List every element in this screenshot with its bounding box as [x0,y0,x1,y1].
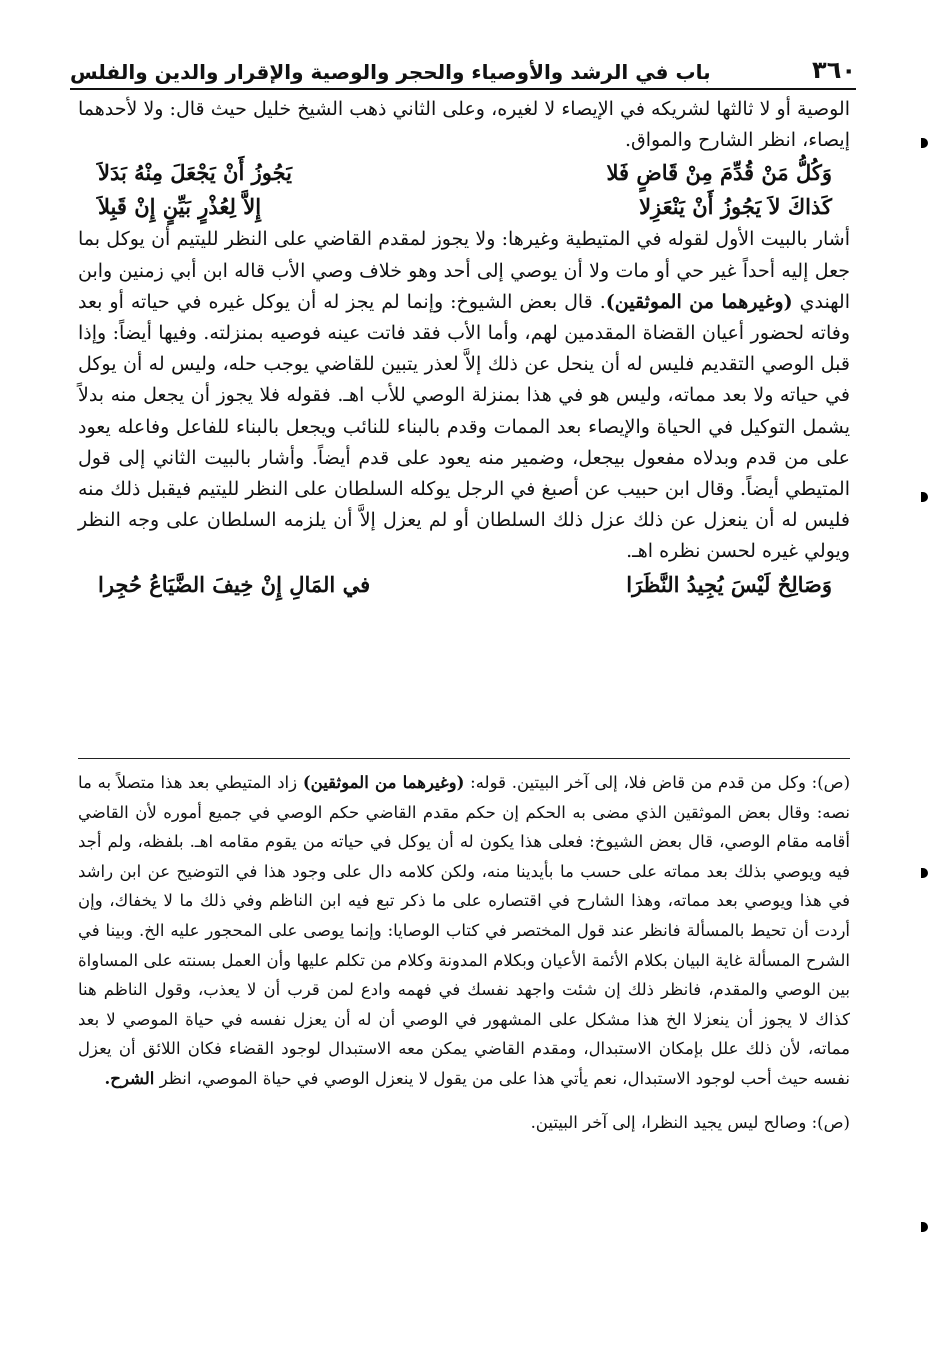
intro-paragraph: الوصية أو لا ثالثها لشريكه في الإيصاء لا لغيره، وعلى الثاني ذهب الشيخ خليل حيث قال: ولا لأحدهما إيصاء، انظر الشارح والمواق. [78,98,850,152]
footnote-text: (ص): وكل من قدم من قاض فلا، إلى آخر البيتين. قوله: [470,773,851,792]
verse-hemistich-right: كَذاكَ لاَ يَجُوزُ أَنْ يَنْعَزِلا [639,194,832,220]
verse-line [78,156,850,190]
commentary-paragraph [78,224,850,567]
commentary-text: أشار بالبيت الأول لقوله في المتيطية وغيرها: ولا يجوز لمقدم القاضي على النظر لليتيم أن يوكل بما جعل إليه أحداً غير حي أو مات ولا أن يوصي إلى أحد وهو خلاف وصي الأب قاله ابن أبي زمنين وابن الهندي [78,228,850,313]
verse-hemistich-left: إِلاَّ لِعُذْرٍ بَيِّنٍ إِنْ قَبِلاَ [98,194,262,220]
page-number: ٣٦٠ [812,56,856,84]
footnote-end-word: الشرح. [104,1068,155,1088]
running-title: باب في الرشد والأوصياء والحجر والوصية والإقرار والدين والفلس [70,60,711,84]
verse-hemistich-right: وَصَالِحٌ لَيْسَ يُجِيدُ النَّظَرَا [626,571,832,597]
footnote-text-cont: زاد المتيطي بعد هذا متصلاً به ما نصه: وقال بعض الموثقين الذي مضى به الحكم إن حكم مقدم القاضي حكم الوصي في جميع أموره لأن القاضي أقامه مقام الوصي، قال بعض الشيوخ: فعلى هذا يكون له أن يوكل في حياته من يقوم مقامه اهـ. بلفظه، ولم أجد فيه ويوصي بذلك بعد مماته على حسب ما بأيدينا منه، ولكن كلامه دال على وجود هذا في التوضيح عن ابن راشد في هذا ويوصي بعد مماته، وهذا الشارح في اقتصاره على ما ذكر تبع فيه ابن الناظم وفي ذلك ما لا يخفاك، وإن أردت أن تحيط بالمسألة فانظر عند قول المختصر في كتاب الوصايا: وإنما يوصى على المحجور عليه الخ. وبينا في الشرح المسألة غاية البيان بكلام الأئمة الأعيان وبكلام المدونة وكلام من تكلم عليها وأن العمل بسنته على المساواة بين الوصي والمقدم، فانظر ذلك إن شئت واجهد نفسك في فهمه وادع لمن قرب أن لا يعذب، وقول الناظم هنا كذاك لا يجوز أن ينعزلا الخ هذا مشكل على المشهور في الوصي أن له أن يعزل نفسه في حياة الموصي لا بعد مماته، لأن ذلك علل بإمكان الاستبدال، ومقدم القاضي يمكن معه الاستبدال لوجود القضاء فكان اللائق أن يعزل نفسه حيث أحب لوجود الاستبدال، نعم يأتي هذا على من يقول لا ينعزل الوصي في حياة الموصي، انظر [78,773,850,1088]
footnote-divider [78,758,850,759]
main-text [78,94,850,602]
verse-hemistich-left: في المَالِ إِنْ خِيفَ الضَّيَاعُ حُجِرا [98,571,371,597]
scan-edge-mark [921,492,928,502]
verse-hemistich-left: يَجُوزُ أَنْ يَجْعَلَ مِنْهُ بَدَلاَ [98,160,293,186]
verse-hemistich-right: وَكُلُّ مَنْ قُدِّمَ مِنْ قَاضٍ فَلا [606,160,832,186]
bold-phrase: (وغيرهما من الموثقين) [605,290,793,313]
scan-edge-mark [921,1222,928,1232]
verse-line [78,190,850,224]
scan-edge-mark [921,138,928,148]
footnote-bold-phrase: (وغيرهما من الموثقين) [302,773,465,792]
footnotes [78,768,850,1137]
verse-line [78,568,850,602]
commentary-text-cont: . قال بعض الشيوخ: وإنما لم يجز له أن يوكل غيره في حياته أو بعد وفاته لحضور أعيان القضاة المقدمين لهم، وأما الأب فقد فاتت عينه فوصيه بمنزلته. وفيها أيضاً: وإذا قبل الوصي التقديم فليس له أن ينحل عن ذلك إلاَّ لعذر يتبين للقاضي يوجب حله، وليس له أن يوكل في حياته ولا بعد مماته، وليس هو في هذا بمنزلة الوصي للأب اهـ. فقوله فلا يجوز أن يجعل منه بدلاً يشمل التوكيل في الحياة والإيصاء بعد الممات وقدم بالبناء للنائب ويجعل بالبناء للفاعل وفاعله يعود على من قدم وبدلاه مفعول بيجعل، وضمير منه يعود على قدم أيضاً. وأشار بالبيت الثاني إلى قول المتيطي أيضاً. وقال ابن حبيب عن أصبغ في الرجل يوكله السلطان على النظر لليتيم فيقبل ذلك منه فليس له أن ينعزل عن ذلك عزل ذلك السلطان أو لم يعزل إلاَّ أن يلزمه السلطان على وجه النظر ويولي غيره لحسن نظره اهـ. [78,290,850,563]
scan-edge-mark [921,868,928,878]
footnote-1 [78,768,850,1094]
page-header [70,44,856,90]
footnote-2: (ص): وصالح ليس يجيد النظرا، إلى آخر البيتين. [530,1112,850,1132]
